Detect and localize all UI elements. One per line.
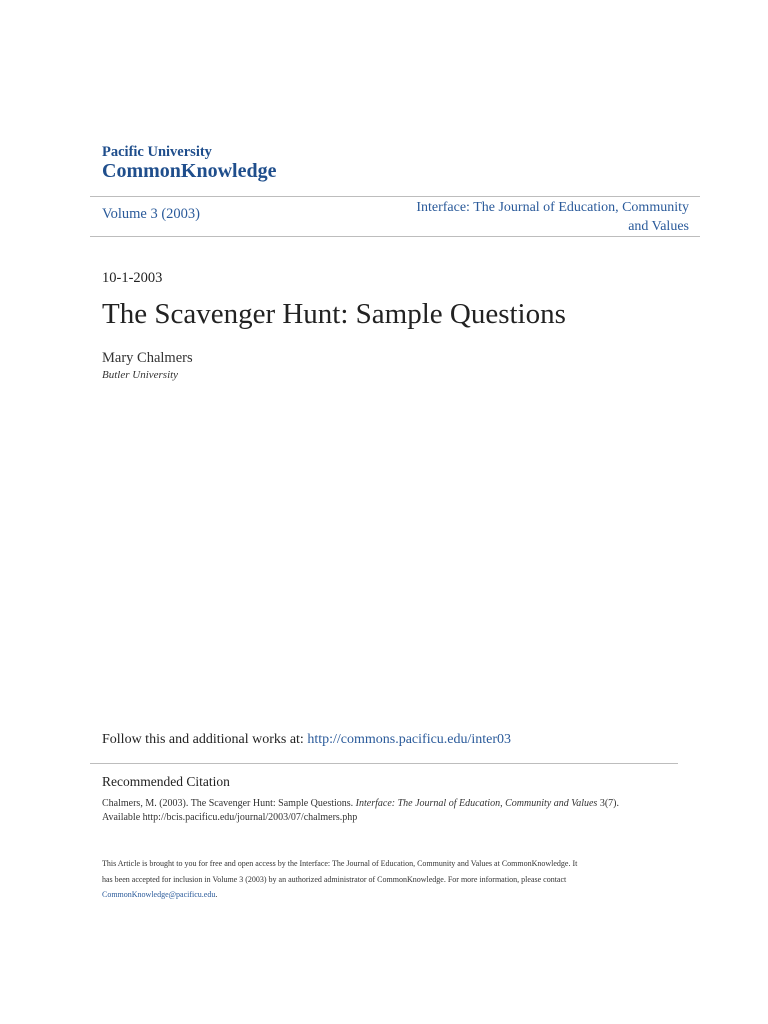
contact-email-link[interactable]: CommonKnowledge@pacificu.edu [102,890,216,899]
citation-issue: 3(7). [597,798,619,809]
recommended-citation-heading: Recommended Citation [102,774,230,789]
article-title: The Scavenger Hunt: Sample Questions [102,298,566,330]
article-date: 10-1-2003 [102,270,163,286]
article-author: Mary Chalmers [102,350,193,366]
university-name: Pacific University [102,144,212,160]
notice-line-1: This Article is brought to you for free and open access by the Interface: The Journal of Education, Community and Values at CommonKnowledge. It [102,859,578,868]
citation-available: Available http://bcis.pacificu.edu/journal/2003/07/chalmers.php [102,811,358,823]
repository-name[interactable]: CommonKnowledge [102,160,277,182]
access-notice [102,856,662,903]
meta-divider [90,236,700,237]
top-divider [90,196,700,197]
notice-line-2: has been accepted for inclusion in Volume 3 (2003) by an authorized administrator of CommonKnowledge. For more information, please contact [102,874,567,884]
volume-link[interactable]: Volume 3 (2003) [102,206,201,222]
follow-label: Follow this and additional works at: [102,732,308,747]
follow-line [102,732,511,748]
journal-line-2: and Values [628,219,689,234]
notice-end: . [215,890,218,899]
notice-line-3 [102,887,662,903]
author-affiliation: Butler University [102,369,179,381]
citation-journal: Interface: The Journal of Education, Community and Values [355,798,598,809]
follow-link[interactable]: http://commons.pacificu.edu/inter03 [307,732,512,747]
citation-start: Chalmers, M. (2003). The Scavenger Hunt: Sample Questions. [102,798,356,809]
follow-divider [90,763,678,764]
journal-line-1: Interface: The Journal of Education, Community [416,200,689,215]
journal-link[interactable] [389,198,689,236]
citation-text [102,797,662,824]
